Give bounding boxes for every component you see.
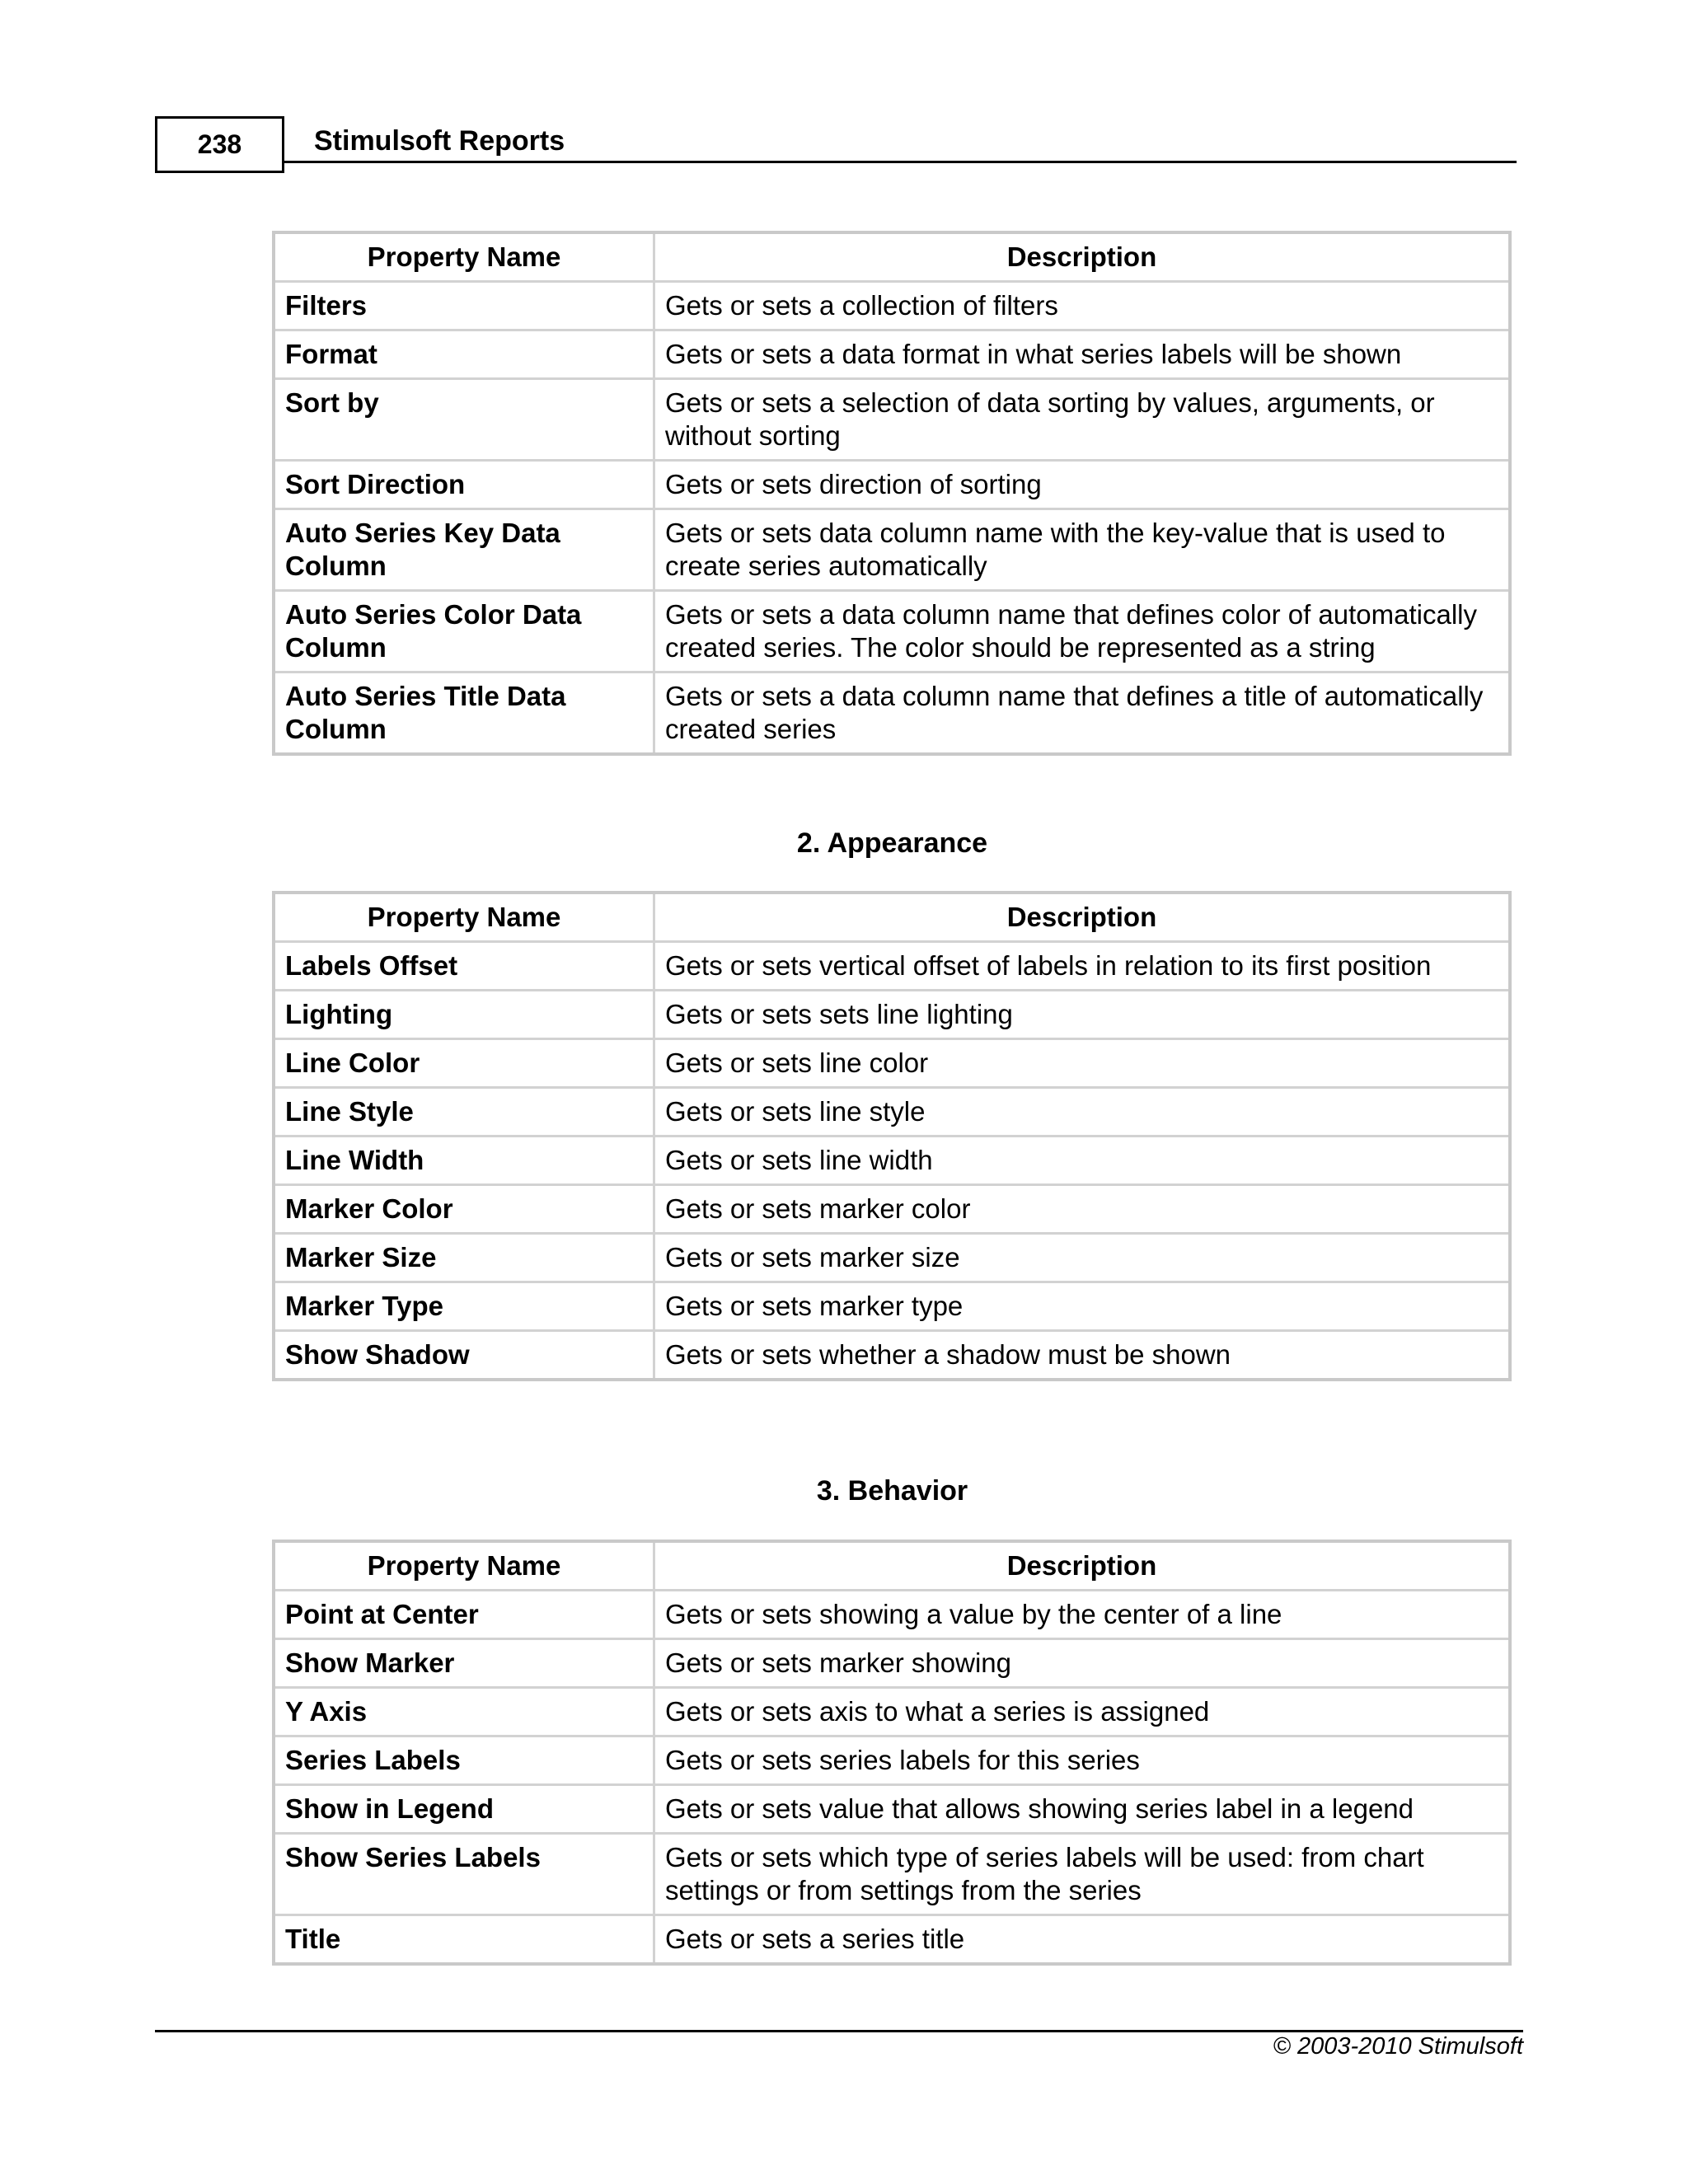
- property-name: Marker Size: [274, 1234, 654, 1282]
- property-name: Title: [274, 1915, 654, 1965]
- property-name: Show Series Labels: [274, 1834, 654, 1915]
- footer-divider: [155, 2030, 1523, 2032]
- property-name: Auto Series Title Data Column: [274, 673, 654, 755]
- property-name: Show in Legend: [274, 1785, 654, 1834]
- table-header-row: [274, 232, 1510, 282]
- property-name: Line Style: [274, 1088, 654, 1137]
- property-name: Auto Series Key Data Column: [274, 509, 654, 591]
- table-row: [274, 673, 1510, 755]
- property-description: Gets or sets marker color: [654, 1185, 1511, 1234]
- table-row: [274, 509, 1510, 591]
- property-name: Series Labels: [274, 1736, 654, 1785]
- property-name: Marker Type: [274, 1282, 654, 1331]
- property-description: Gets or sets line style: [654, 1088, 1511, 1137]
- property-description: Gets or sets direction of sorting: [654, 461, 1511, 509]
- table-row: [274, 1137, 1510, 1185]
- property-description: Gets or sets a series title: [654, 1915, 1511, 1965]
- property-name: Lighting: [274, 991, 654, 1039]
- footer-copyright: © 2003-2010 Stimulsoft: [1273, 2033, 1523, 2060]
- properties-table-behavior: [272, 1540, 1512, 1966]
- property-name: Marker Color: [274, 1185, 654, 1234]
- properties-table-appearance: [272, 891, 1512, 1381]
- table-row: [274, 1591, 1510, 1639]
- property-description: Gets or sets line width: [654, 1137, 1511, 1185]
- property-description: Gets or sets which type of series labels will be used: from chart settings or from settings from the series: [654, 1834, 1511, 1915]
- column-header-description: Description: [654, 1541, 1511, 1591]
- property-name: Sort by: [274, 379, 654, 461]
- property-description: Gets or sets whether a shadow must be shown: [654, 1331, 1511, 1380]
- table-row: [274, 1282, 1510, 1331]
- property-description: Gets or sets sets line lighting: [654, 991, 1511, 1039]
- table-row: [274, 1785, 1510, 1834]
- property-description: Gets or sets a selection of data sorting by values, arguments, or without sorting: [654, 379, 1511, 461]
- property-name: Line Color: [274, 1039, 654, 1088]
- section-title-behavior: 3. Behavior: [816, 1475, 968, 1507]
- table-row: [274, 330, 1510, 379]
- property-description: Gets or sets data column name with the key-value that is used to create series automatically: [654, 509, 1511, 591]
- table-row: [274, 1088, 1510, 1137]
- table-row: [274, 282, 1510, 330]
- table-row: [274, 1185, 1510, 1234]
- property-name: Show Marker: [274, 1639, 654, 1688]
- table-row: [274, 1736, 1510, 1785]
- table-row: [274, 461, 1510, 509]
- table-row: [274, 1639, 1510, 1688]
- table-row: [274, 1331, 1510, 1380]
- table-row: [274, 379, 1510, 461]
- column-header-description: Description: [654, 893, 1511, 942]
- property-description: Gets or sets a data format in what series labels will be shown: [654, 330, 1511, 379]
- property-description: Gets or sets a collection of filters: [654, 282, 1511, 330]
- property-name: Y Axis: [274, 1688, 654, 1736]
- header-title: Stimulsoft Reports: [314, 125, 565, 157]
- header-divider: [284, 161, 1517, 163]
- property-description: Gets or sets vertical offset of labels in relation to its first position: [654, 942, 1511, 991]
- property-description: Gets or sets a data column name that defines a title of automatically created series: [654, 673, 1511, 755]
- table-row: [274, 1039, 1510, 1088]
- table-row: [274, 591, 1510, 673]
- properties-table-general: [272, 231, 1512, 756]
- property-name: Line Width: [274, 1137, 654, 1185]
- property-name: Show Shadow: [274, 1331, 654, 1380]
- table-row: [274, 1234, 1510, 1282]
- property-description: Gets or sets axis to what a series is assigned: [654, 1688, 1511, 1736]
- property-description: Gets or sets a data column name that defines color of automatically created series. The color should be represented as a string: [654, 591, 1511, 673]
- table-row: [274, 991, 1510, 1039]
- table-header-row: [274, 893, 1510, 942]
- column-header-property-name: Property Name: [274, 232, 654, 282]
- page-number: 238: [155, 116, 284, 173]
- property-name: Format: [274, 330, 654, 379]
- property-name: Labels Offset: [274, 942, 654, 991]
- property-name: Auto Series Color Data Column: [274, 591, 654, 673]
- property-name: Point at Center: [274, 1591, 654, 1639]
- table-header-row: [274, 1541, 1510, 1591]
- section-title-appearance: 2. Appearance: [796, 827, 988, 859]
- table-row: [274, 1915, 1510, 1965]
- property-name: Sort Direction: [274, 461, 654, 509]
- table-row: [274, 942, 1510, 991]
- column-header-property-name: Property Name: [274, 893, 654, 942]
- property-description: Gets or sets marker size: [654, 1234, 1511, 1282]
- property-description: Gets or sets marker showing: [654, 1639, 1511, 1688]
- column-header-property-name: Property Name: [274, 1541, 654, 1591]
- column-header-description: Description: [654, 232, 1511, 282]
- property-description: Gets or sets marker type: [654, 1282, 1511, 1331]
- property-description: Gets or sets series labels for this series: [654, 1736, 1511, 1785]
- property-description: Gets or sets line color: [654, 1039, 1511, 1088]
- property-name: Filters: [274, 282, 654, 330]
- property-description: Gets or sets value that allows showing series label in a legend: [654, 1785, 1511, 1834]
- table-row: [274, 1688, 1510, 1736]
- table-row: [274, 1834, 1510, 1915]
- property-description: Gets or sets showing a value by the center of a line: [654, 1591, 1511, 1639]
